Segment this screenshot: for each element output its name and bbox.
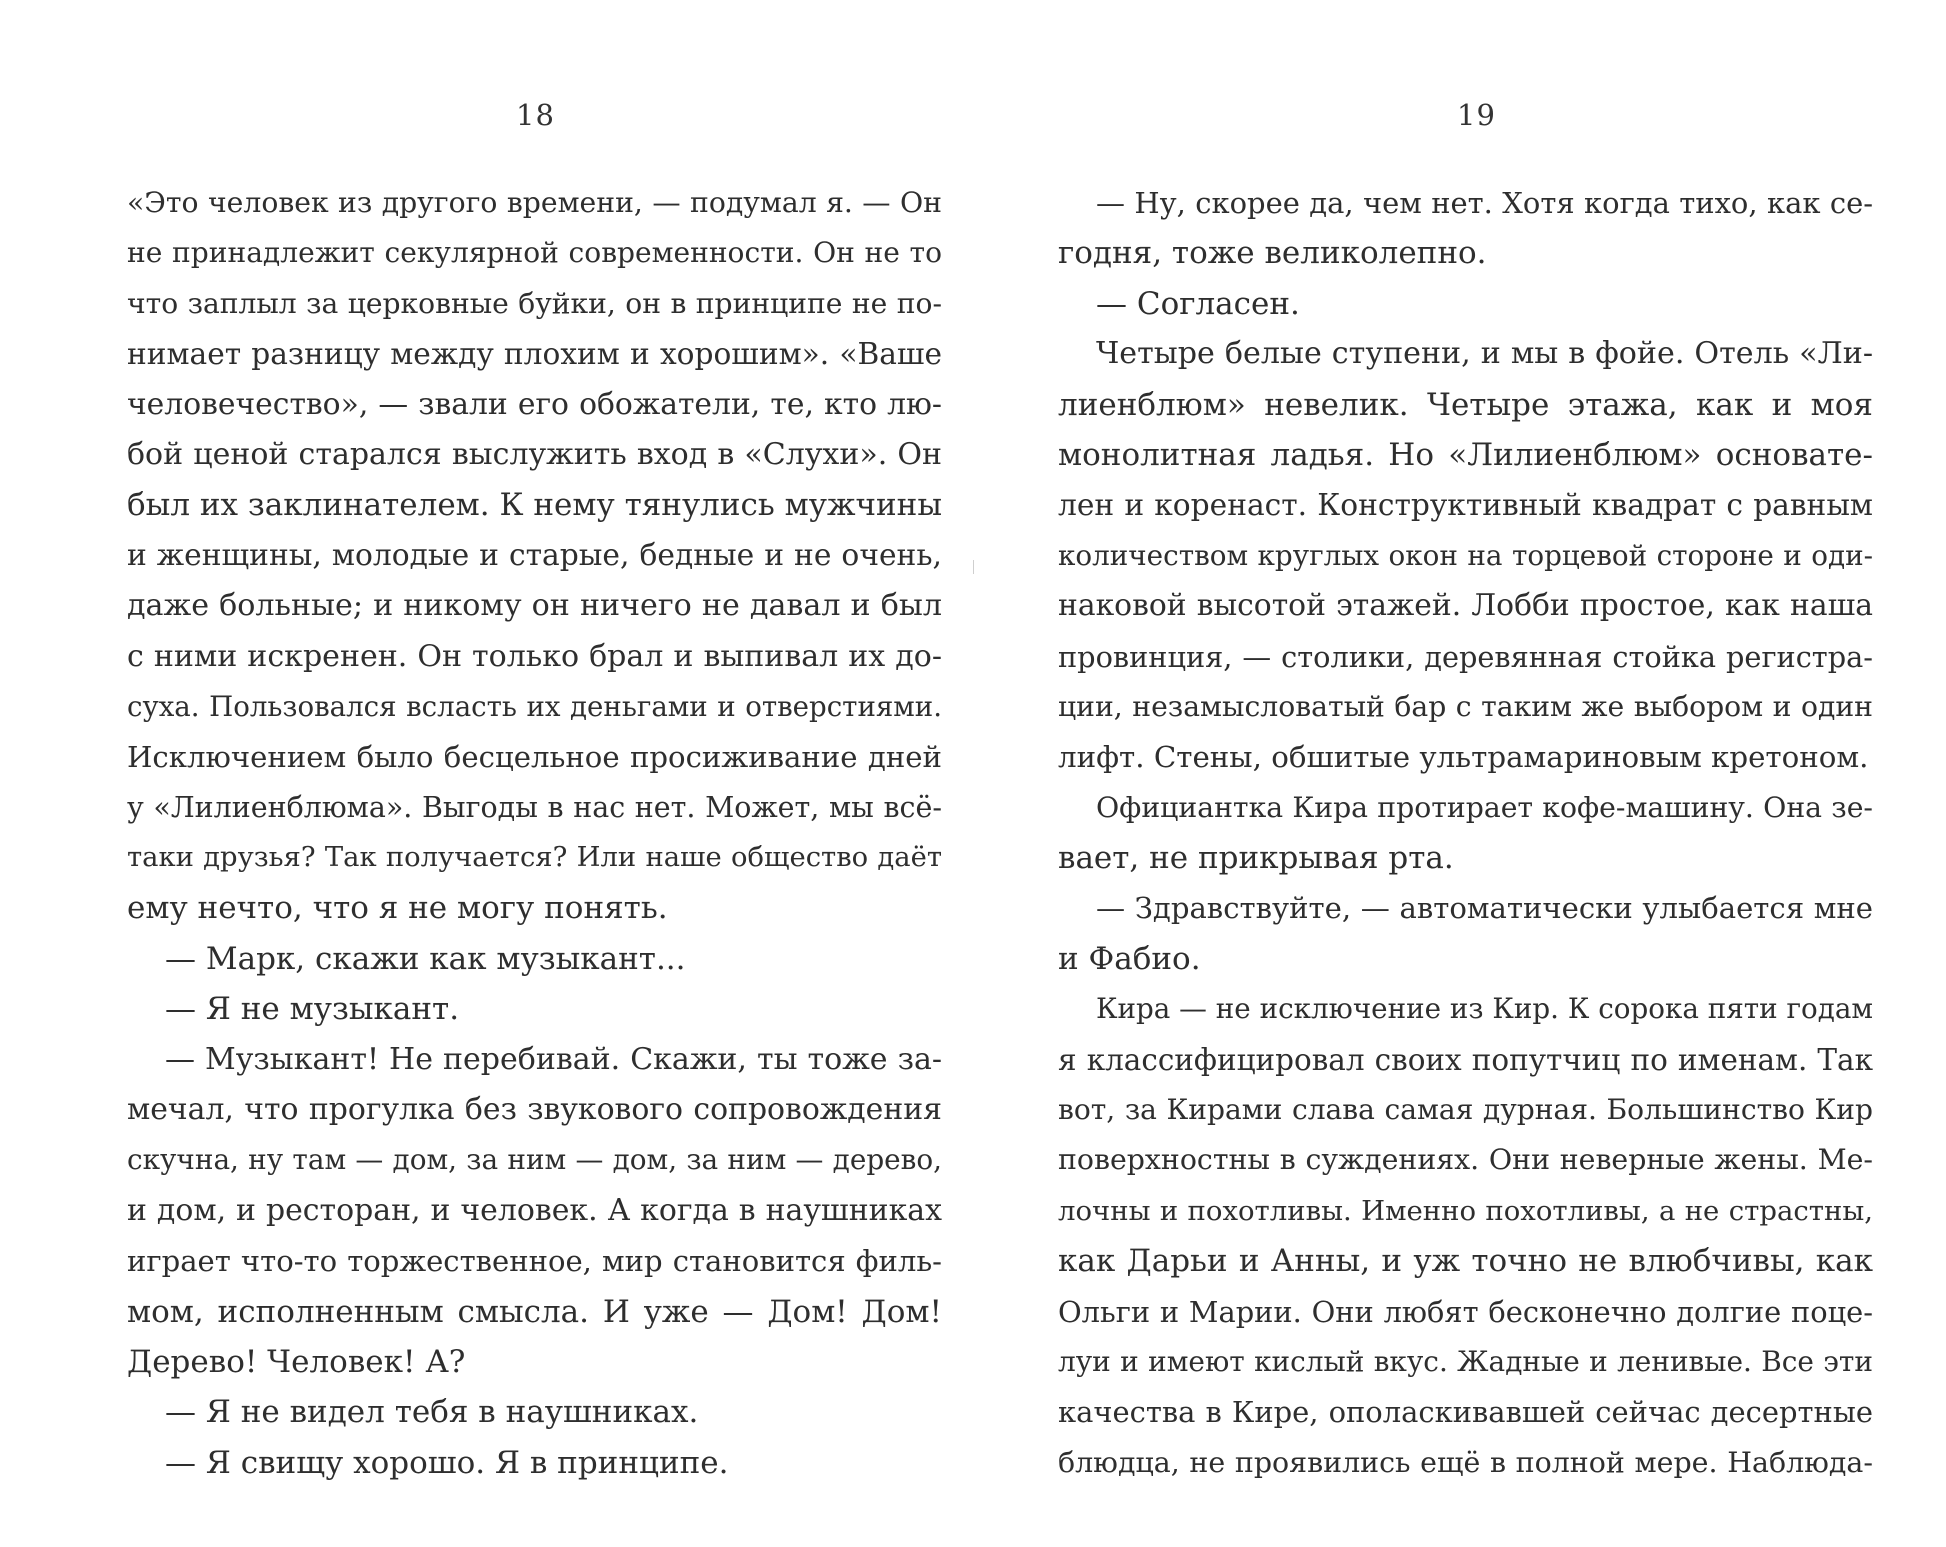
text-line: у «Лилиенблюма». Выгоды в нас нет. Может, мы всё- [127, 790, 942, 824]
text-line: Исключением было бесцельное просиживание дней [127, 740, 942, 775]
text-line: ему нечто, что я не могу понять. [127, 890, 668, 927]
text-line: что заплыл за церковные буйки, он в принципе не по- [127, 286, 942, 320]
text-line: Официантка Кира протирает кофе-машину. Она зе- [1096, 790, 1873, 824]
text-line: вает, не прикрывая рта. [1058, 840, 1454, 877]
text-line: провинция, — столики, деревянная стойка регистра- [1058, 639, 1873, 674]
text-line: Ольги и Марии. Они любят бесконечно долгие поце- [1058, 1294, 1873, 1329]
text-line: — Марк, скажи как музыкант... [165, 940, 686, 977]
text-line: бой ценой старался выслужить вход в «Слухи». Он [127, 436, 942, 472]
text-line: и Фабио. [1058, 940, 1201, 977]
text-line: блюдца, не проявились ещё в полной мере. Наблюда- [1058, 1445, 1873, 1479]
text-line: вот, за Кирами слава самая дурная. Большинство Кир [1058, 1093, 1873, 1127]
text-line: был их заклинателем. К нему тянулись мужчины [127, 487, 942, 524]
text-line: — Музыкант! Не перебивай. Скажи, ты тоже за- [165, 1041, 942, 1077]
page-number: 18 [516, 98, 555, 132]
text-line: — Ну, скорее да, чем нет. Хотя когда тихо, как се- [1096, 186, 1873, 220]
text-line: наковой высотой этажей. Лобби простое, как наша [1058, 588, 1873, 624]
text-line: и дом, и ресторан, и человек. А когда в наушниках [127, 1192, 942, 1228]
text-line: — Я не видел тебя в наушниках. [165, 1394, 699, 1431]
text-line: таки друзья? Так получается? Или наше общество даёт [127, 842, 942, 874]
text-line: человечество», — звали его обожатели, те, кто лю- [127, 386, 942, 422]
body-text [127, 178, 942, 1488]
text-line: мом, исполненным смысла. И уже — Дом! Дом! [127, 1293, 942, 1330]
text-line: я классифицировал своих попутчиц по именам. Так [1058, 1042, 1873, 1077]
text-line: не принадлежит секулярной современности. Он не то [127, 236, 942, 270]
text-line: луи и имеют кислый вкус. Жадные и ленивые. Все эти [1058, 1344, 1873, 1378]
text-line: с ними искренен. Он только брал и выпивал их до- [127, 638, 942, 674]
text-line: и женщины, молодые и старые, бедные и не очень, [127, 537, 942, 573]
text-line: суха. Пользовался всласть их деньгами и отверстиями. [127, 689, 942, 723]
text-line: — Я не музыкант. [165, 991, 460, 1028]
right-page [973, 0, 1946, 1547]
text-line: ции, незамысловатый бар с таким же выбором и один [1058, 689, 1873, 723]
text-line: играет что-то торжественное, мир становится филь- [127, 1244, 942, 1279]
text-line: лочны и похотливы. Именно похотливы, а не страстны, [1058, 1194, 1873, 1227]
text-line: качества в Кире, ополаскивавшей сейчас десертные [1058, 1395, 1873, 1430]
text-line: Кира — не исключение из Кир. К сорока пяти годам [1096, 992, 1873, 1026]
text-line: Четыре белые ступени, и мы в фойе. Отель «Ли- [1096, 336, 1873, 372]
text-line: нимает разницу между плохим и хорошим». «Ваше [127, 336, 942, 372]
text-line: как Дарьи и Анны, и уж точно не влюбчивы, как [1058, 1243, 1873, 1280]
text-line: лен и коренаст. Конструктивный квадрат с равным [1058, 487, 1873, 523]
text-line: «Это человек из другого времени, — подумал я. — Он [127, 186, 942, 219]
text-line: мечал, что прогулка без звукового сопровождения [127, 1092, 942, 1128]
text-line: лиенблюм» невелик. Четыре этажа, как и моя [1058, 386, 1873, 423]
text-line: монолитная ладья. Но «Лилиенблюм» основате- [1058, 436, 1873, 473]
text-line: лифт. Стены, обшитые ультрамариновым кретоном. [1058, 740, 1869, 775]
text-line: количеством круглых окон на торцевой стороне и оди- [1058, 538, 1873, 572]
text-line: поверхностны в суждениях. Они неверные жены. Ме- [1058, 1143, 1873, 1177]
body-text [1058, 178, 1873, 1488]
text-line: Дерево! Человек! А? [127, 1343, 466, 1380]
text-line: — Согласен. [1096, 285, 1300, 322]
text-line: скучна, ну там — дом, за ним — дом, за ним — дерево, [127, 1143, 942, 1177]
page-number: 19 [1457, 98, 1496, 132]
text-line: — Здравствуйте, — автоматически улыбается мне [1096, 891, 1873, 926]
text-line: — Я свищу хорошо. Я в принципе. [165, 1444, 729, 1481]
text-line: годня, тоже великолепно. [1058, 235, 1487, 272]
text-line: даже больные; и никому он ничего не давал и был [127, 588, 942, 624]
